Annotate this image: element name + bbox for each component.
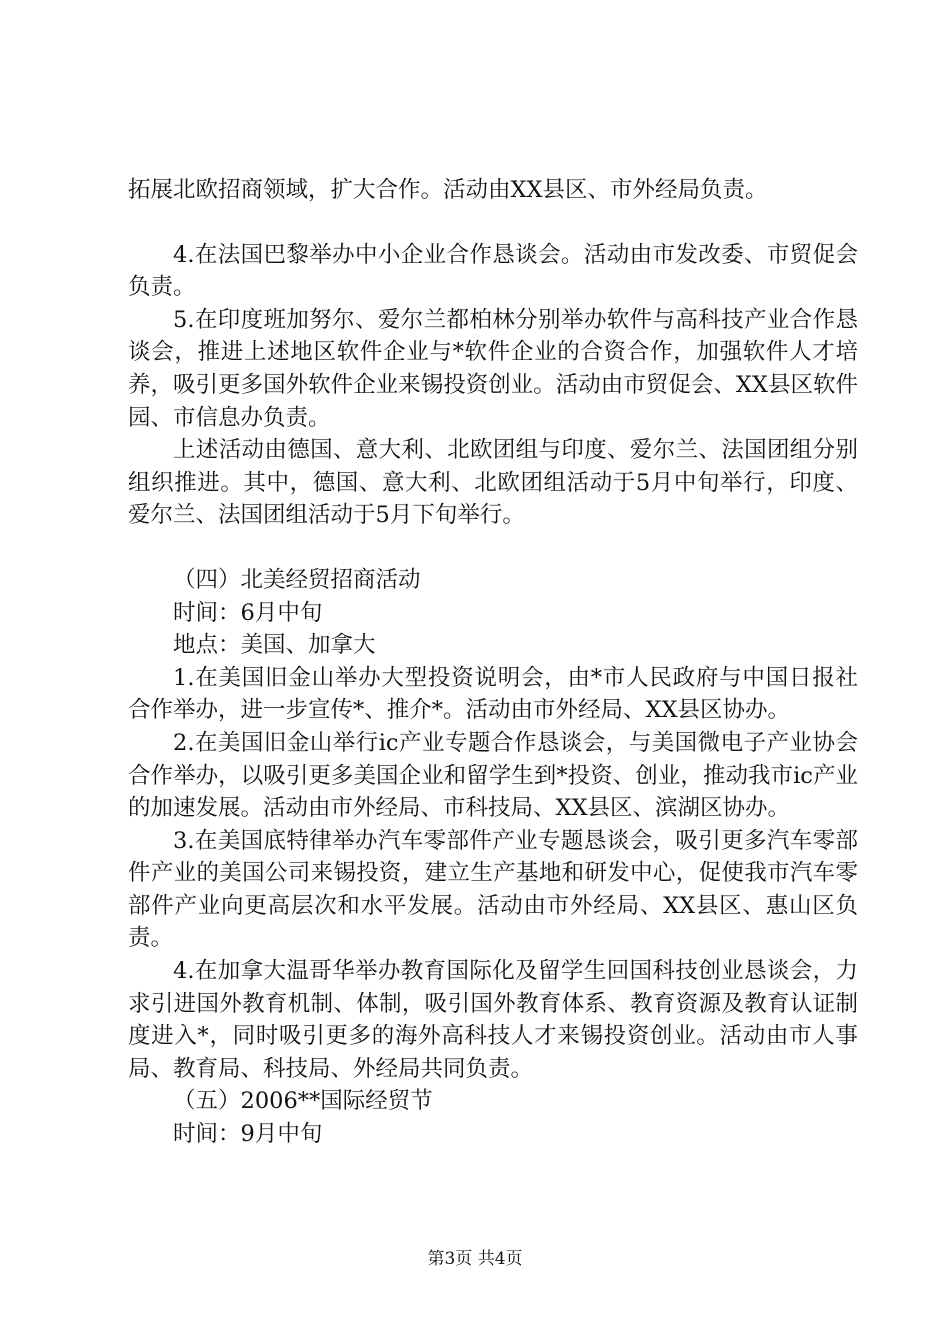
page-number-footer: 第3页 共4页 <box>427 1249 523 1269</box>
paragraph: 3.在美国底特律举办汽车零部件产业专题恳谈会，吸引更多汽车零部件产业的美国公司来锡投资，建立生产基地和研发中心，促使我市汽车零部件产业向更高层次和水平发展。活动由市外经局、XX县区、惠山区负责。 <box>128 827 858 952</box>
paragraph: 地点：美国、加拿大 <box>173 632 376 659</box>
paragraph-spacer <box>128 207 858 239</box>
paragraph-spacer <box>128 532 858 564</box>
paragraph: 时间：9月中旬 <box>173 1121 323 1148</box>
paragraph: 时间：6月中旬 <box>173 599 323 626</box>
document-body <box>128 174 858 1151</box>
paragraph: 1.在美国旧金山举办大型投资说明会，由*市人民政府与中国日报社合作举办，进一步宣传*、推介*。活动由市外经局、XX县区协办。 <box>128 664 858 724</box>
paragraph: 5.在印度班加努尔、爱尔兰都柏林分别举办软件与高科技产业合作恳谈会，推进上述地区软件企业与*软件企业的合资合作，加强软件人才培养，吸引更多国外软件企业来锡投资创业。活动由市贸促会、XX县区软件园、市信息办负责。 <box>128 306 858 431</box>
paragraph: 拓展北欧招商领域，扩大合作。活动由XX县区、市外经局负责。 <box>128 177 768 203</box>
paragraph: 4.在加拿大温哥华举办教育国际化及留学生回国科技创业恳谈会，力求引进国外教育机制、体制，吸引国外教育体系、教育资源及教育认证制度进入*，同时吸引更多的海外高科技人才来锡投资创业。活动由市人事局、教育局、科技局、外经局共同负责。 <box>128 958 858 1082</box>
paragraph: 4.在法国巴黎举办中小企业合作恳谈会。活动由市发改委、市贸促会负责。 <box>128 241 858 301</box>
section-heading: （五）2006**国际经贸节 <box>173 1088 433 1115</box>
section-heading: （四）北美经贸招商活动 <box>173 566 421 593</box>
paragraph: 2.在美国旧金山举行ic产业专题合作恳谈会，与美国微电子产业协会合作举办，以吸引更多美国企业和留学生到*投资、创业，推动我市ic产业的加速发展。活动由市外经局、市科技局、XX县区、滨湖区协办。 <box>128 729 858 822</box>
paragraph: 上述活动由德国、意大利、北欧团组与印度、爱尔兰、法国团组分别组织推进。其中，德国、意大利、北欧团组活动于5月中旬举行，印度、爱尔兰、法国团组活动于5月下旬举行。 <box>128 437 858 529</box>
